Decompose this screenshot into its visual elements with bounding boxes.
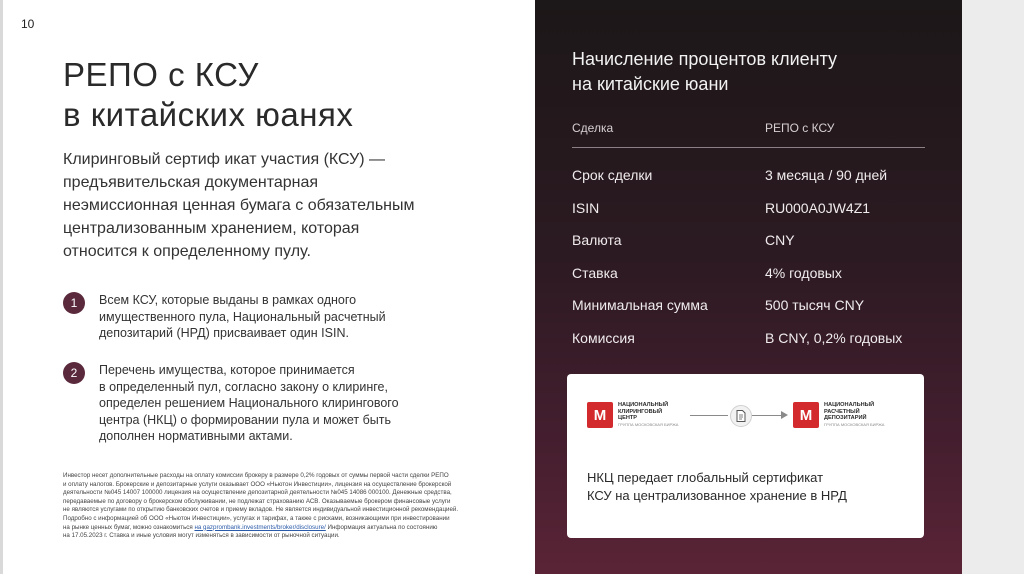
intro-line: предъявительская документарная <box>63 174 319 191</box>
footnote-line: передаваемые по договору о брокерском обслуживании, не подлежат страхованию АСВ. Оказываемые брокером финансовые услуги <box>63 497 451 505</box>
nrd-logo <box>793 402 884 428</box>
table-header-key: Сделка <box>572 121 614 135</box>
row-value: 3 месяца / 90 дней <box>765 167 888 183</box>
logo-line: КЛИРИНГОВЫЙ <box>618 408 663 415</box>
nkc-logo-text <box>618 402 678 428</box>
logo-line: НАЦИОНАЛЬНЫЙ <box>824 402 875 408</box>
bullet-line: в определенный пул, согласно закону о клиринге, <box>99 379 388 394</box>
logo-line: НАЦИОНАЛЬНЫЙ <box>618 402 669 408</box>
bullet-text <box>99 292 386 342</box>
logo-subline: ГРУППА МОСКОВСКАЯ БИРЖА <box>824 421 885 427</box>
card-text-line: КСУ на централизованное хранение в НРД <box>587 488 847 503</box>
row-key: Валюта <box>572 232 622 248</box>
bullet-line: дополнен нормативными актами. <box>99 429 293 443</box>
row-key: Комиссия <box>572 330 635 346</box>
left-edge-bar <box>0 0 3 574</box>
intro-line: неэмиссионная ценная бумага с обязательным <box>63 197 415 214</box>
row-value: В CNY, 0,2% годовых <box>765 330 903 346</box>
panel-title <box>572 47 837 97</box>
moex-logo-icon: M <box>793 402 819 428</box>
bullet-number-badge: 1 <box>63 292 85 314</box>
bullet-item-2 <box>63 362 399 445</box>
right-edge-bar <box>962 0 1024 574</box>
footnote-line: Инвестор несет дополнительные расходы на оплату комиссии брокеру в размере 0,2% годовых от суммы первой части сделки РЕПО <box>63 472 449 479</box>
page-number: 10 <box>21 17 35 31</box>
table-header-value: РЕПО с КСУ <box>765 121 835 135</box>
footnote-text: на рынке ценных бумаг, можно ознакомиться <box>63 523 195 531</box>
bullet-line: Всем КСУ, которые выданы в рамках одного <box>99 293 357 307</box>
bullet-line: центра (НКЦ) о формировании пула и может быть <box>99 412 392 427</box>
intro-paragraph <box>63 148 483 263</box>
slide-title <box>63 55 353 135</box>
intro-line: Клиринговый сертиф икат участия (КСУ) — <box>63 151 385 168</box>
footnote-line-with-link <box>63 524 483 533</box>
disclosure-link[interactable]: на gazprombank.investments/broker/disclosure/ <box>194 523 326 531</box>
arrow-line-right <box>752 415 782 416</box>
arrow-right-icon <box>781 411 788 419</box>
table-row <box>535 167 962 187</box>
bullet-number-badge: 2 <box>63 362 85 384</box>
arrow-line-left <box>690 415 728 416</box>
logo-line: ЦЕНТР <box>618 415 638 421</box>
row-value: RU000A0JW4Z1 <box>765 200 871 216</box>
moex-logo-icon: M <box>587 402 613 428</box>
row-key: Ставка <box>572 265 618 281</box>
footnote-line: на 17.05.2023 г. Ставка и иные условия могут изменяться в зависимости от рыночной ситуации. <box>63 532 340 540</box>
table-row <box>535 232 962 252</box>
row-value: 4% годовых <box>765 265 842 281</box>
bullet-line: депозитарий (НРД) присваивает один ISIN. <box>99 326 349 340</box>
table-row <box>535 265 962 285</box>
row-value: 500 тысяч CNY <box>765 297 865 313</box>
table-row <box>535 330 962 350</box>
info-panel <box>535 0 962 574</box>
footnote-text: Информация актуальна по состоянию <box>325 523 438 531</box>
intro-line: относится к определенному пулу. <box>63 243 311 260</box>
panel-title-line-2: на китайские юани <box>572 74 729 94</box>
panel-title-line-1: Начисление процентов клиенту <box>572 49 838 69</box>
bullet-text <box>99 362 399 445</box>
logo-line: ДЕПОЗИТАРИЙ <box>824 415 867 421</box>
footnote-line: Подробно с информацией об ООО «Ньютон Инвестиции», услугах и тарифах, а также с рисками, возникающими при инвестировании <box>63 514 450 522</box>
card-description <box>587 469 847 505</box>
nrd-logo-text <box>824 402 884 428</box>
table-row <box>535 297 962 317</box>
process-card <box>567 374 924 538</box>
footnote-line: деятельности №045 14007 100000 лицензия на осуществление депозитарной деятельности №045 14086 000100. Денежные средства, <box>63 489 452 497</box>
title-line-1: РЕПО с КСУ <box>63 56 259 93</box>
logo-line: РАСЧЕТНЫЙ <box>824 408 860 415</box>
bullet-line: имущественного пула, Национальный расчетный <box>99 309 386 324</box>
intro-line: централизованным хранением, которая <box>63 220 360 237</box>
title-line-2: в китайских юанях <box>63 96 354 133</box>
row-key: Срок сделки <box>572 167 653 183</box>
bullet-item-1 <box>63 292 386 342</box>
document-icon <box>730 405 752 427</box>
bullet-line: Перечень имущества, которое принимается <box>99 363 355 377</box>
footnote-line: и оплату налогов. Брокерские и депозитарные услуги оказывает ООО «Ньютон Инвестиции», лицензия на осуществление брокерской <box>63 480 452 488</box>
table-divider <box>572 147 925 148</box>
row-key: Минимальная сумма <box>572 297 708 313</box>
nkc-logo <box>587 402 678 428</box>
footnote-line: не являются услугами по открытию банковских счетов и приему вкладов. Не является индивидуальной инвестиционной рекомендацией. <box>63 506 459 514</box>
table-row <box>535 200 962 220</box>
bullet-line: определен решением Национального клирингового <box>99 396 399 410</box>
footnote <box>63 472 483 541</box>
row-key: ISIN <box>572 200 600 216</box>
row-value: CNY <box>765 232 795 248</box>
card-text-line: НКЦ передает глобальный сертификат <box>587 470 824 485</box>
logo-subline: ГРУППА МОСКОВСКАЯ БИРЖА <box>618 421 679 427</box>
